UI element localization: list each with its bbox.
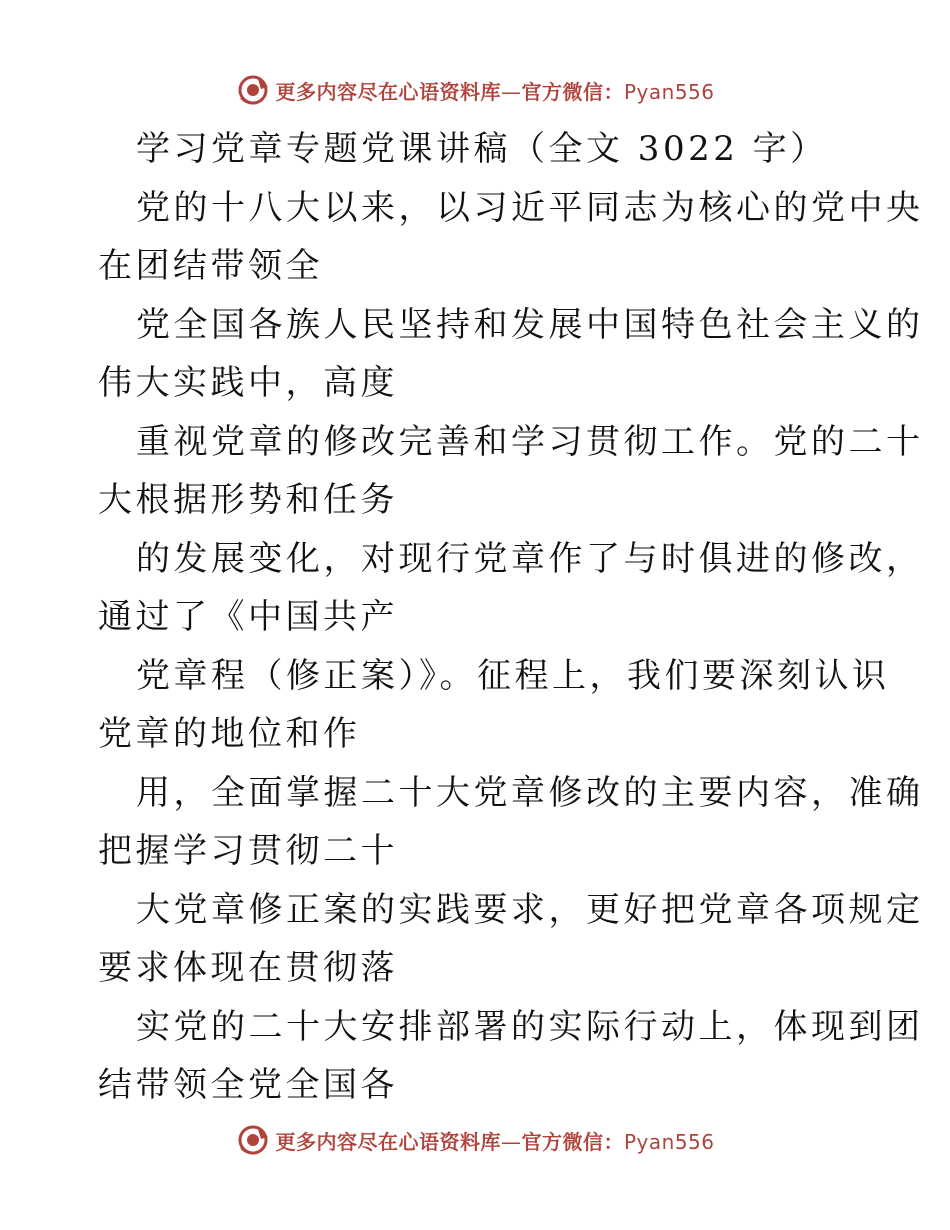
- watermark-wechat-id: Pyan556: [623, 1129, 715, 1154]
- document-body: [98, 120, 924, 1115]
- text-line: 伟大实践中，高度: [98, 363, 398, 403]
- text-line: 在团结带领全: [98, 246, 323, 286]
- text-line: 党章程（修正案）》。征程上，我们要深刻认识: [136, 655, 890, 696]
- document-title: 学习党章专题党课讲稿（全文 3022 字）: [136, 129, 828, 169]
- text-line: 通过了《中国共产: [98, 597, 398, 637]
- text-line: 实党的二十大安排部署的实际行动上，体现到团: [136, 1006, 924, 1047]
- watermark-main: 更多内容尽在心语资料库: [275, 79, 501, 104]
- header-watermark: [0, 68, 950, 112]
- watermark-text: [275, 1126, 714, 1155]
- text-line: 用，全面掌握二十大党章修改的主要内容，准确: [136, 772, 924, 813]
- watermark-text: [275, 76, 714, 105]
- text-line: 党的十八大以来，以习近平同志为核心的党中央: [136, 187, 924, 228]
- footer-watermark: [0, 1118, 950, 1162]
- watermark-wechat-label: 官方微信：: [521, 1129, 624, 1154]
- text-line: 结带领全党全国各: [98, 1065, 398, 1105]
- text-line: 大根据形势和任务: [98, 480, 398, 520]
- text-line: 大党章修正案的实践要求，更好把党章各项规定: [136, 889, 924, 930]
- text-line: 重视党章的修改完善和学习贯彻工作。党的二十: [136, 421, 924, 462]
- text-line: 要求体现在贯彻落: [98, 948, 398, 988]
- watermark-wechat-label: 官方微信：: [521, 79, 624, 104]
- watermark-wechat-id: Pyan556: [623, 79, 715, 104]
- text-line: 党全国各族人民坚持和发展中国特色社会主义的: [136, 304, 924, 345]
- text-line: 把握学习贯彻二十: [98, 831, 398, 871]
- watermark-separator: —: [500, 1129, 522, 1154]
- watermark-separator: —: [500, 79, 522, 104]
- logo-icon: [235, 72, 271, 108]
- watermark-main: 更多内容尽在心语资料库: [275, 1129, 501, 1154]
- text-line: 的发展变化，对现行党章作了与时俱进的修改，: [136, 538, 924, 579]
- logo-icon: [235, 1122, 271, 1158]
- text-line: 党章的地位和作: [98, 714, 361, 754]
